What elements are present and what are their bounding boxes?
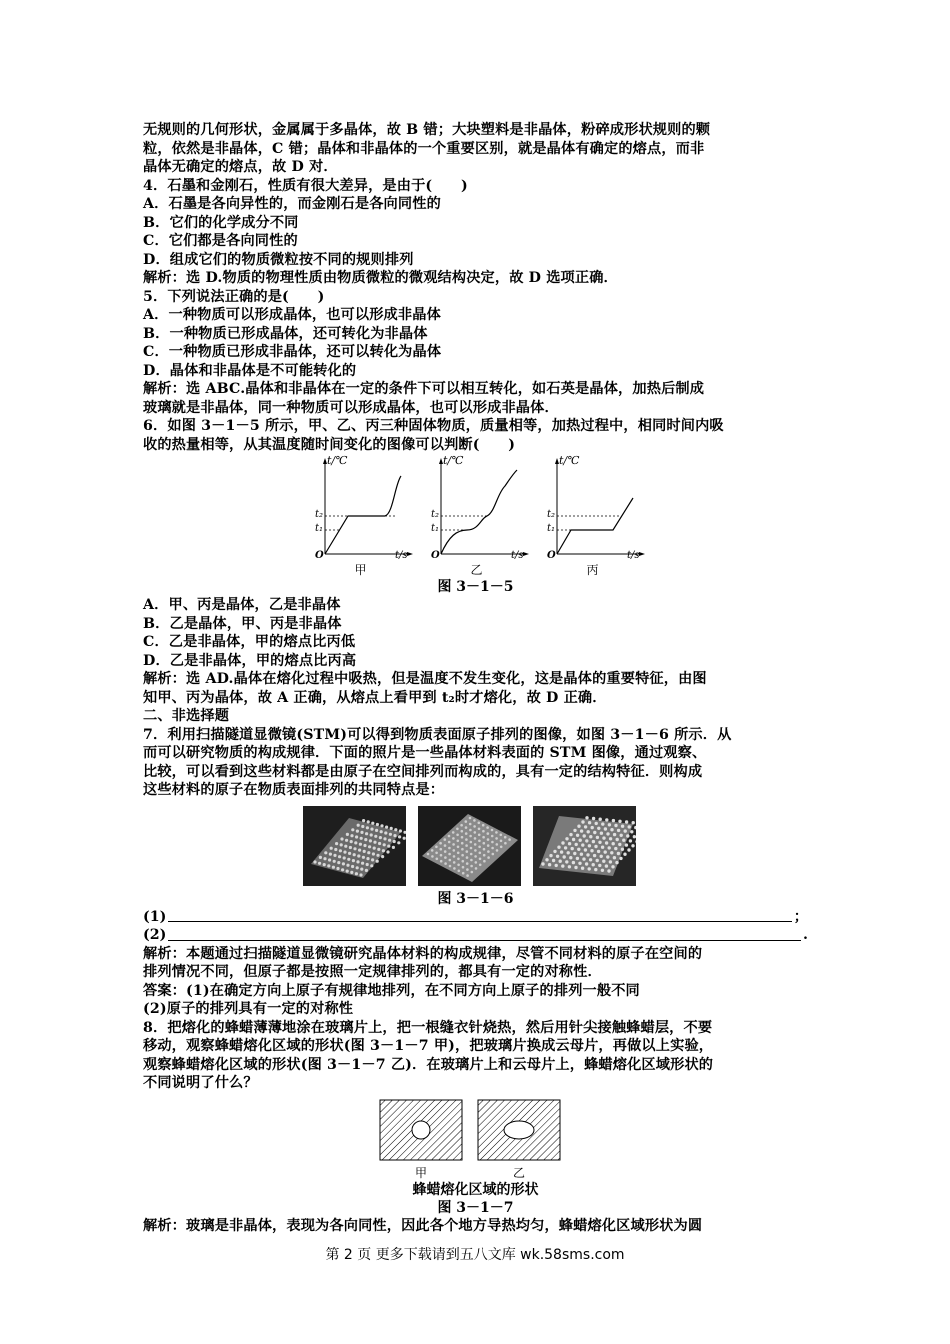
text-line: 6．如图 3－1－5 所示，甲、乙、丙三种固体物质，质量相等，加热过程中，相同时间内吸 [143, 418, 724, 434]
text-line: 无规则的几何形状，金属属于多晶体，故 B 错；大块塑料是非晶体，粉碎成形状规则的颗 [143, 122, 711, 138]
text-line: 4．石墨和金刚石，性质有很大差异，是由于( ) [143, 177, 468, 194]
text-line: 排列情况不同，但原子都是按照一定规律排列的，都具有一定的对称性． [143, 964, 602, 980]
text-line: 解析：选 D.物质的物理性质由物质微粒的微观结构决定，故 D 选项正确． [143, 270, 618, 286]
text-line: 答案：(1)在确定方向上原子有规律地排列，在不同方向上原子的排列一般不同 [143, 982, 640, 999]
graph-jia [303, 454, 418, 578]
text-line: 玻璃就是非晶体，同一种物质可以形成晶体，也可以形成非晶体． [143, 399, 559, 416]
text-line: A．石墨是各向异性的，而金刚石是各向同性的 [143, 196, 441, 212]
text-line: 5．下列说法正确的是( ) [143, 288, 325, 305]
graph-yi [419, 454, 534, 578]
text-block-top [143, 121, 808, 454]
text-line: B．它们的化学成分不同 [143, 214, 299, 231]
stm-image-1 [303, 806, 406, 886]
y-axis-label: t/℃ [327, 454, 348, 467]
wax-label: 甲 [414, 1165, 427, 1180]
page-footer: 第 2 页 更多下载请到五八文库 wk.58sms.com [325, 1247, 625, 1263]
text-line: 这些材料的原子在物质表面排列的共同特点是： [143, 782, 445, 798]
stm-image-2 [418, 806, 521, 886]
text-line: D．晶体和非晶体是不可能转化的 [143, 362, 357, 379]
text-line: 解析：选 ABC.晶体和非晶体在一定的条件下可以相互转化，如石英是晶体，加热后制成 [143, 381, 705, 397]
text-line: D．乙是非晶体，甲的熔点比丙高 [143, 652, 357, 669]
wax-glass [379, 1099, 463, 1181]
text-line: 解析：选 AD.晶体在熔化过程中吸热，但是温度不发生变化，这是晶体的重要特征，由图 [143, 671, 707, 687]
text-line: C．一种物质已形成非晶体，还可以转化为晶体 [143, 344, 442, 360]
x-axis-label: t/s [395, 550, 408, 561]
text-block-after [143, 945, 808, 1093]
t1-label: t₁ [547, 523, 556, 534]
wax-mica [477, 1099, 561, 1181]
y-axis-label: t/℃ [559, 454, 580, 467]
text-line: C．它们都是各向同性的 [143, 233, 298, 249]
origin-label: O [547, 550, 556, 561]
t1-label: t₁ [431, 523, 440, 534]
text-line: 比较，可以看到这些材料都是由原子在空间排列而构成的，具有一定的结构特征．则构成 [143, 763, 703, 780]
wax-figure-title: 蜂蜡熔化区域的形状 [412, 1181, 539, 1198]
analysis-last-line: 解析：玻璃是非晶体，表现为各向同性，因此各个地方导热均匀，蜂蜡熔化区域形状为圆 [143, 1217, 703, 1234]
x-axis-label: t/s [627, 550, 640, 561]
text-line: A．甲、丙是晶体，乙是非晶体 [143, 597, 341, 613]
graph-label: 乙 [470, 563, 483, 577]
text-line: B．一种物质已形成晶体，还可转化为非晶体 [143, 325, 428, 342]
text-line: 知甲、丙为晶体，故 A 正确，从熔点上看甲到 t₂时才熔化，故 D 正确． [143, 689, 607, 706]
text-line: (2)原子的排列具有一定的对称性 [143, 1001, 354, 1017]
text-line: 移动，观察蜂蜡熔化区域的形状(图 3－1－7 甲)，把玻璃片换成云母片，再做以上实验， [143, 1038, 714, 1054]
wax-label: 乙 [512, 1165, 525, 1180]
text-line: 7．利用扫描隧道显微镜(STM)可以得到物质表面原子排列的图像，如图 3－1－6 所示．从 [143, 726, 732, 743]
answer-blank-1[interactable] [143, 908, 808, 927]
t2-label: t₂ [431, 509, 440, 520]
origin-label: O [431, 550, 440, 561]
text-line: 而可以研究物质的构成规律．下面的照片是一些晶体材料表面的 STM 图像，通过观察、 [143, 745, 707, 761]
figure-caption-3-1-5: 图 3－1－5 [437, 579, 514, 595]
blank-line[interactable] [168, 908, 791, 923]
text-line: A．一种物质可以形成晶体，也可以形成非晶体 [143, 307, 441, 323]
text-line: 解析：本题通过扫描隧道显微镜研究晶体材料的构成规律，尽管不同材料的原子在空间的 [143, 945, 703, 962]
figure-3-1-7 [379, 1099, 808, 1181]
origin-label: O [315, 550, 324, 561]
blank-label: (2) [143, 927, 167, 943]
x-axis-label: t/s [511, 550, 524, 561]
y-axis-label: t/℃ [443, 454, 464, 467]
blank-label: (1) [143, 908, 167, 925]
text-line: 二、非选择题 [143, 708, 230, 724]
text-line: 粒，依然是非晶体，C 错；晶体和非晶体的一个重要区别，就是晶体有确定的熔点，而非 [143, 140, 705, 157]
blank-end: ； [793, 908, 808, 925]
graph-bing [535, 454, 650, 578]
graph-label: 丙 [586, 563, 599, 577]
text-line: B．乙是晶体，甲、丙是非晶体 [143, 615, 342, 632]
figure-caption-3-1-7: 图 3－1－7 [437, 1199, 514, 1216]
blank-line[interactable] [168, 926, 801, 941]
text-line: 收的热量相等，从其温度随时间变化的图像可以判断( ) [143, 436, 516, 453]
text-line: 晶体无确定的熔点，故 D 对． [143, 159, 338, 175]
stm-image-3 [533, 806, 636, 886]
text-block-middle [143, 596, 808, 800]
text-line: 观察蜂蜡熔化区域的形状(图 3－1－7 乙)．在玻璃片上和云母片上，蜂蜡熔化区域形状的 [143, 1056, 714, 1073]
t1-label: t₁ [315, 523, 324, 534]
answer-blank-2[interactable] [143, 926, 808, 945]
text-line: C．乙是非晶体，甲的熔点比丙低 [143, 634, 356, 650]
figure-3-1-5 [303, 454, 808, 578]
figure-caption-3-1-6: 图 3－1－6 [437, 890, 514, 907]
t2-label: t₂ [547, 509, 556, 520]
t2-label: t₂ [315, 509, 324, 520]
graph-label: 甲 [354, 563, 367, 577]
blank-end: . [803, 927, 808, 943]
figure-3-1-6-photos [303, 806, 808, 886]
page-content [143, 121, 808, 1235]
text-line: 8．把熔化的蜂蜡薄薄地涂在玻璃片上，把一根缝衣针烧热，然后用针尖接触蜂蜡层，不要 [143, 1019, 713, 1036]
text-line: 不同说明了什么？ [143, 1075, 258, 1091]
text-line: D．组成它们的物质微粒按不同的规则排列 [143, 251, 414, 268]
